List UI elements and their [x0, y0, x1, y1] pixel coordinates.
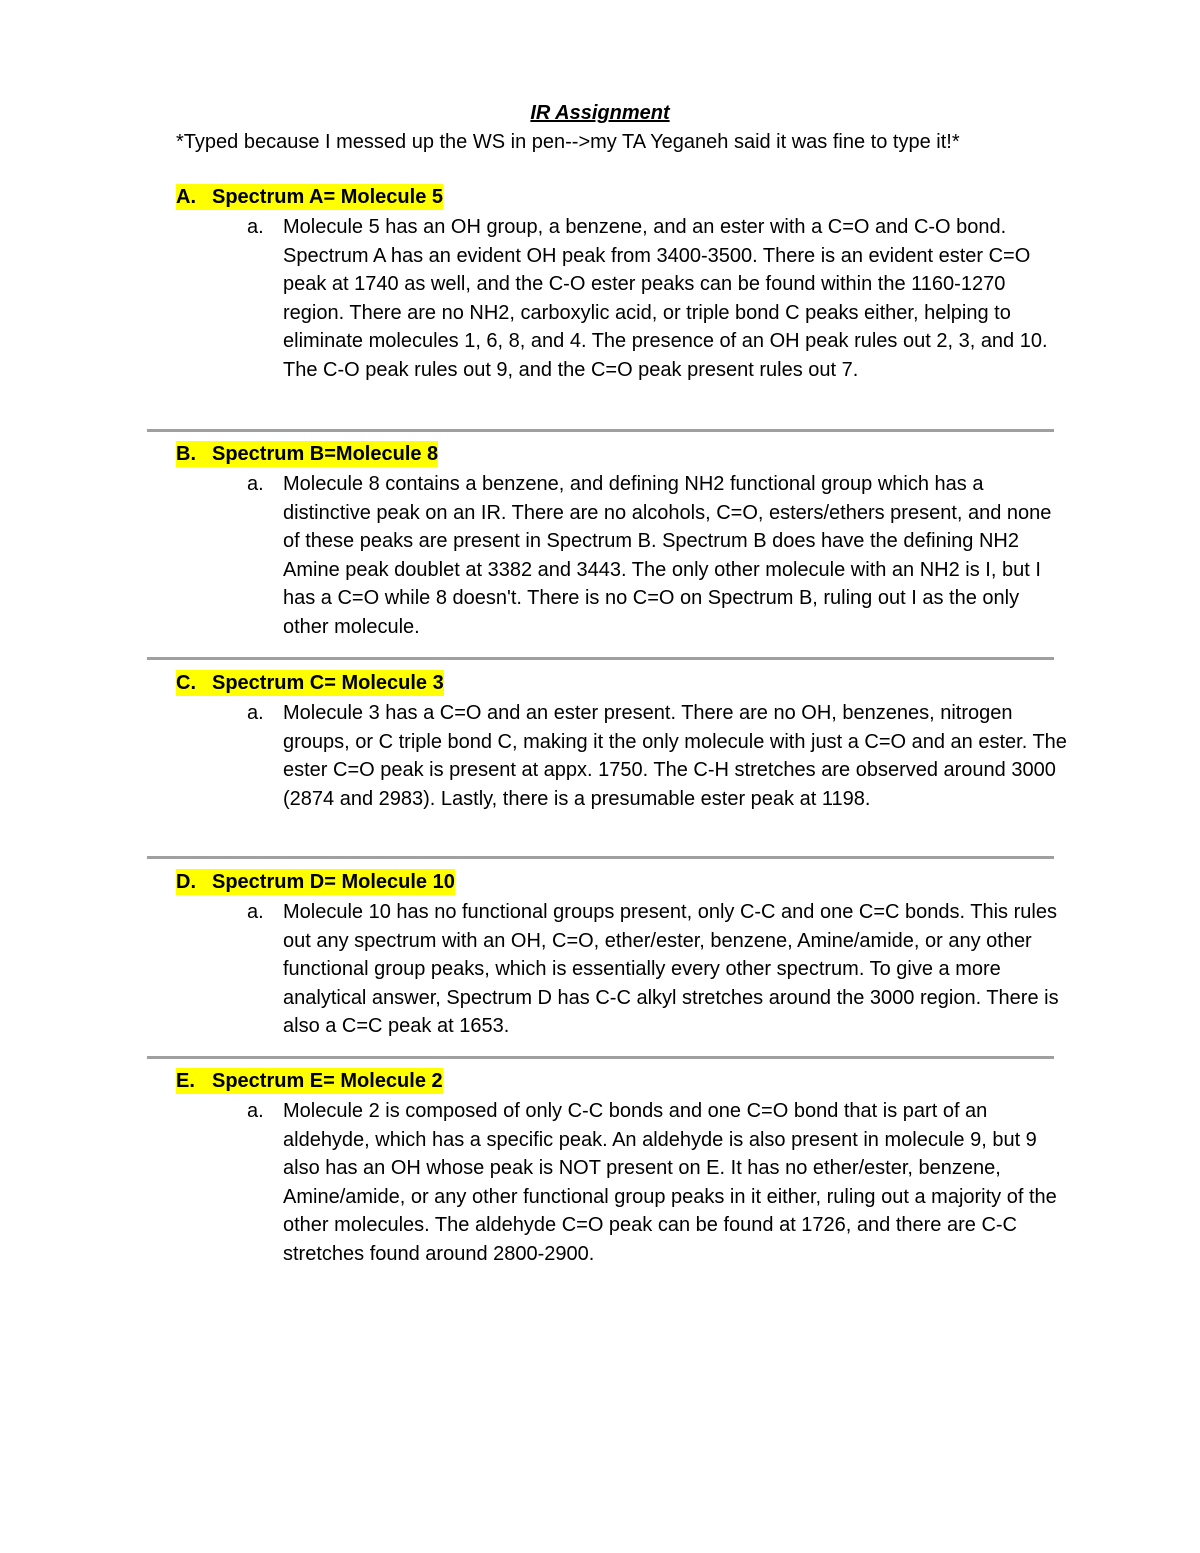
section-divider: [147, 657, 1054, 660]
section-heading-text: Spectrum A= Molecule 5: [212, 186, 443, 208]
section-heading: [176, 869, 455, 895]
section-heading: [176, 184, 443, 210]
item-letter: a.: [247, 216, 264, 238]
section-heading: [176, 670, 444, 696]
section-heading-text: Spectrum B=Molecule 8: [212, 443, 439, 465]
document-title: IR Assignment: [530, 102, 670, 124]
item-letter: a.: [247, 702, 264, 724]
section-divider: [147, 856, 1054, 859]
section-letter: B.: [176, 443, 196, 465]
section-paragraph: Molecule 10 has no functional groups present, only C-C and one C=C bonds. This rules out any spectrum with an OH, C=O, ether/ester, benzene, Amine/amide, or any other functional group peaks, which is essentially every other spectrum. To give a more analytical answer, Spectrum D has C-C alkyl stretches around the 3000 region. There is also a C=C peak at 1653.: [283, 901, 1059, 1038]
item-letter: a.: [247, 901, 264, 923]
section-paragraph: Molecule 3 has a C=O and an ester present. There are no OH, benzenes, nitrogen groups, or C triple bond C, making it the only molecule with just a C=O and an ester. The ester C=O peak is present at appx. 1750. The C-H stretches are observed around 3000 (2874 and 2983). Lastly, there is a presumable ester peak at 1198.: [283, 702, 1067, 810]
item-letter: a.: [247, 1100, 264, 1122]
section-paragraph: Molecule 8 contains a benzene, and defining NH2 functional group which has a distinctive peak on an IR. There are no alcohols, C=O, esters/ethers present, and none of these peaks are present in Spectrum B. Spectrum B does have the defining NH2 Amine peak doublet at 3382 and 3443. The only other molecule with an NH2 is I, but I has a C=O while 8 doesn't. There is no C=O on Spectrum B, ruling out I as the only other molecule.: [283, 473, 1052, 638]
item-letter: a.: [247, 473, 264, 495]
section-letter: A.: [176, 186, 196, 208]
section-heading-text: Spectrum E= Molecule 2: [212, 1070, 443, 1092]
section-divider: [147, 1056, 1054, 1059]
document-subtitle: *Typed because I messed up the WS in pen-->my TA Yeganeh said it was fine to type it!*: [176, 131, 960, 153]
section-paragraph: Molecule 5 has an OH group, a benzene, and an ester with a C=O and C-O bond. Spectrum A has an evident OH peak from 3400-3500. There is an evident ester C=O peak at 1740 as well, and the C-O ester peaks can be found within the 1160-1270 region. There are no NH2, carboxylic acid, or triple bond C peaks either, helping to eliminate molecules 1, 6, 8, and 4. The presence of an OH peak rules out 2, 3, and 10. The C-O peak rules out 9, and the C=O peak present rules out 7.: [283, 216, 1048, 381]
section-divider: [147, 429, 1054, 432]
section-letter: C.: [176, 672, 196, 694]
section-heading: [176, 1068, 443, 1094]
section-letter: E.: [176, 1070, 195, 1092]
section-heading: [176, 441, 438, 467]
section-heading-text: Spectrum D= Molecule 10: [212, 871, 455, 893]
section-letter: D.: [176, 871, 196, 893]
section-heading-text: Spectrum C= Molecule 3: [212, 672, 444, 694]
section-paragraph: Molecule 2 is composed of only C-C bonds and one C=O bond that is part of an aldehyde, which has a specific peak. An aldehyde is also present in molecule 9, but 9 also has an OH whose peak is NOT present on E. It has no ether/ester, benzene, Amine/amide, or any other functional group peaks in it either, ruling out a majority of the other molecules. The aldehyde C=O peak can be found at 1726, and there are C-C stretches found around 2800-2900.: [283, 1100, 1057, 1265]
